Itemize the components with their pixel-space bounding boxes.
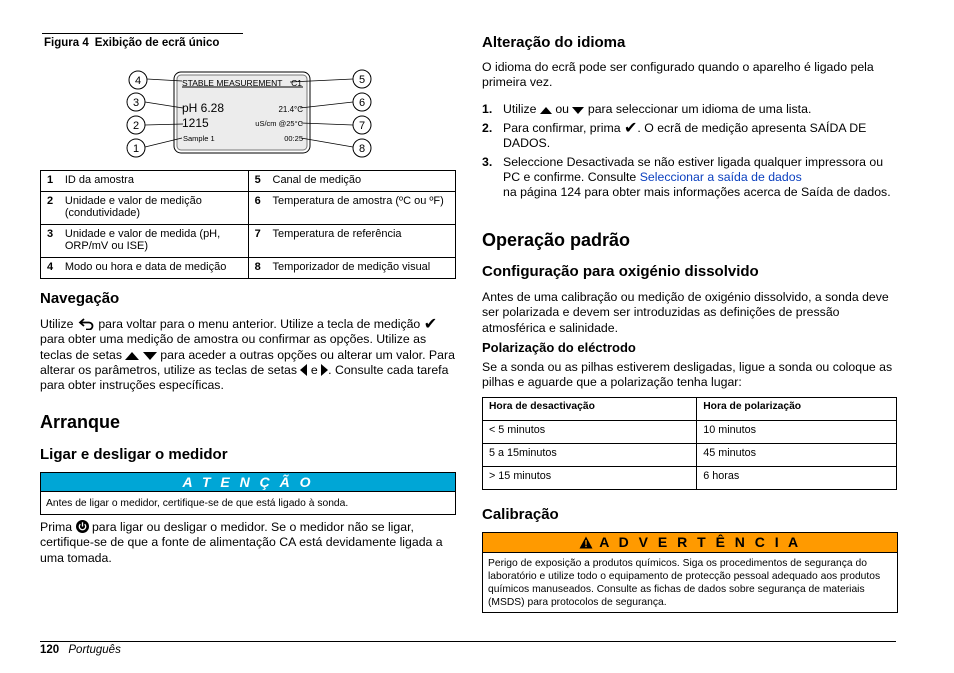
callout-label-4: 4 <box>134 75 142 87</box>
screen-conductivity: 1215 <box>182 116 209 130</box>
warning-text: Perigo de exposição a produtos químicos. Siga os procedimentos de segurança do laboratório e utilize todo o equipamento de protecção pessoal adequado aos produtos químicos manuseados. Consulte as fichas de dados sobre segurança de materiais (MSDS) para protocolos de segurança. <box>488 558 881 608</box>
check-icon: ✔ <box>623 120 638 137</box>
power-icon <box>76 520 89 533</box>
navegacao-text: Utilize para voltar para o menu anterior. Utilize a tecla de medição ✔ para obter uma medição de amostra ou confirmar as opções. Utilize as teclas de setas para aceder a outras opções ou alterar um valor. Para alterar os parâmetros, utilize as teclas de setas e . Consulte cada tarefa para obter instruções específicas. <box>40 316 455 393</box>
screen-status: STABLE MEASUREMENT <box>182 78 283 88</box>
navegacao-heading: Navegação <box>40 290 120 307</box>
warning-triangle-icon <box>579 536 593 549</box>
list-item: 3. Seleccione Desactivada se não estiver ligada qualquer impressora ou PC e confirme. Consulte Seleccionar a saída de dados na página 124 para obter mais informações acerca de Saída de dados. <box>482 155 891 199</box>
screen-ph-value: pH 6.28 <box>182 101 225 115</box>
screen-sample: Sample 1 <box>183 134 215 143</box>
back-arrow-icon <box>77 317 95 330</box>
check-icon: ✔ <box>423 316 438 333</box>
caution-text: Antes de ligar o medidor, certifique-se de que está ligado à sonda. <box>46 498 349 509</box>
down-arrow-icon <box>143 351 157 361</box>
table-row: 5 a 15minutos 45 minutos <box>483 444 897 467</box>
table-row: 4 Modo ou hora e data de medição 8 Temporizador de medição visual <box>41 258 456 279</box>
operacao-heading: Operação padrão <box>482 230 631 250</box>
table-row: 3 Unidade e valor de medida (pH, ORP/mV ou ISE) 7 Temperatura de referência <box>41 225 456 258</box>
up-arrow-icon <box>540 106 552 115</box>
polarization-table <box>482 397 897 490</box>
callout-label-7: 7 <box>358 120 366 132</box>
oxigenio-heading: Configuração para oxigénio dissolvido <box>482 263 759 280</box>
page-footer <box>40 644 121 656</box>
screen-temperature: 21.4°C <box>278 105 303 114</box>
footer-language: Português <box>68 644 121 656</box>
figure-caption <box>44 37 219 49</box>
page-number: 120 <box>40 644 60 656</box>
up-arrow-icon <box>125 351 139 361</box>
callout-label-6: 6 <box>358 97 366 109</box>
ligar-text: Prima para ligar ou desligar o medidor. Se o medidor não se ligar, certifique-se de que a fonte de alimentação CA está devidamente ligada a uma tomada. <box>40 520 443 565</box>
polarizacao-heading: Polarização do eléctrodo <box>482 340 636 355</box>
callout-label-1: 1 <box>132 143 140 155</box>
seleccionar-saida-link[interactable]: Seleccionar a saída de dados <box>639 170 802 184</box>
table-row: > 15 minutos 6 horas <box>483 467 897 490</box>
table-header-row: Hora de desactivação Hora de polarização <box>483 398 897 421</box>
list-item: 1. Utilize ou para seleccionar um idioma de uma lista. <box>482 102 812 116</box>
callout-label-8: 8 <box>358 143 366 155</box>
arranque-heading: Arranque <box>40 412 121 432</box>
caution-title: A T E N Ç Ã O <box>41 473 455 492</box>
figure-label: Figura 4 <box>44 37 89 49</box>
idioma-intro: O idioma do ecrã pode ser configurado quando o aparelho é ligado pela primeira vez. <box>482 60 874 90</box>
callout-label-5: 5 <box>358 74 366 86</box>
callout-label-2: 2 <box>132 120 140 132</box>
ligar-desligar-heading: Ligar e desligar o medidor <box>40 446 228 463</box>
down-arrow-icon <box>572 106 584 115</box>
warning-title: A D V E R T Ê N C I A <box>599 534 802 550</box>
single-screen-figure <box>120 66 380 162</box>
screen-channel: C1 <box>291 78 302 88</box>
figure-caption-rule <box>42 33 243 34</box>
screen-cond-unit: uS/cm @25°C <box>255 119 303 128</box>
screen-timer: 00:25 <box>284 134 303 143</box>
caution-box <box>40 472 456 515</box>
warning-header <box>483 533 897 553</box>
left-arrow-icon <box>300 364 307 376</box>
warning-box <box>482 532 898 613</box>
oxigenio-intro: Antes de uma calibração ou medição de oxigénio dissolvido, a sonda deve ser polarizada e devem ser introduzidas as definições de pressão atmosférica e salinidade. <box>482 290 889 335</box>
callout-label-3: 3 <box>132 97 140 109</box>
calibracao-heading: Calibração <box>482 506 559 523</box>
list-item: 2. Para confirmar, prima ✔. O ecrã de medição apresenta SAÍDA DE DADOS. <box>482 120 867 150</box>
figure-title: Exibição de ecrã único <box>94 37 220 49</box>
polarizacao-text: Se a sonda ou as pilhas estiverem desligadas, ligue a sonda ou coloque as pilhas e aguarde que a polarização tenha lugar: <box>482 360 893 390</box>
idioma-steps <box>482 102 896 200</box>
table-row: < 5 minutos 10 minutos <box>483 421 897 444</box>
figure-legend-table <box>40 170 456 279</box>
idioma-heading: Alteração do idioma <box>482 34 626 51</box>
table-row: 1 ID da amostra 5 Canal de medição <box>41 171 456 192</box>
footer-rule <box>40 641 896 642</box>
table-row: 2 Unidade e valor de medição (condutividade) 6 Temperatura de amostra (ºC ou ºF) <box>41 192 456 225</box>
